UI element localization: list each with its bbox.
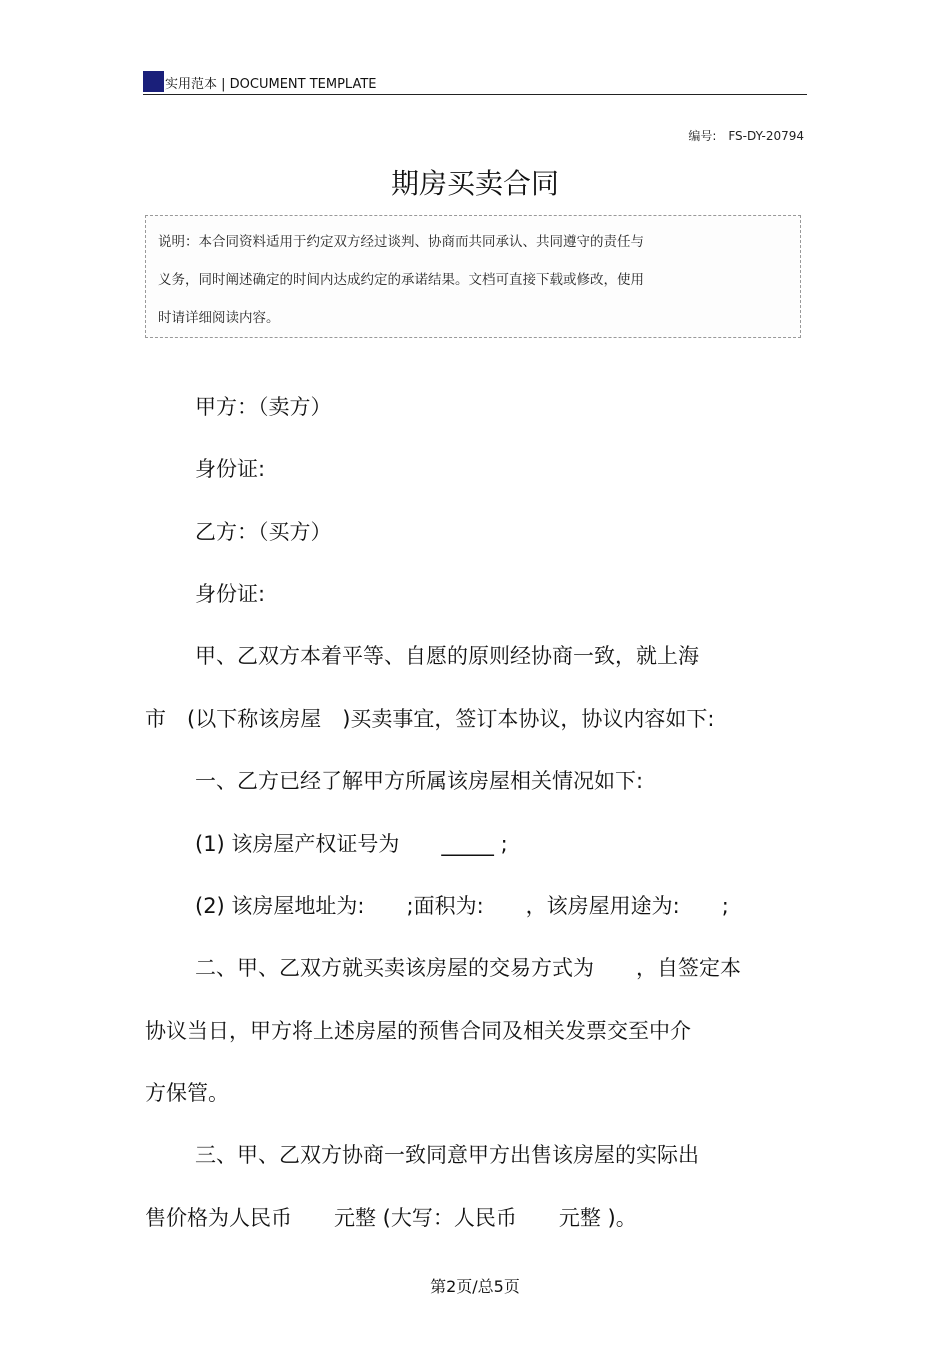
description-line: 义务，同时阐述确定的时间内达成约定的承诺结果。文档可直接下载或修改，使用 xyxy=(158,272,644,288)
description-box xyxy=(145,215,801,338)
party-b-id-line: 身份证: xyxy=(195,582,266,606)
document-number-value: FS-DY-20794 xyxy=(728,129,804,143)
paragraph-line: 甲、乙双方本着平等、自愿的原则经协商一致，就上海 xyxy=(195,644,699,668)
description-line: 说明：本合同资料适用于约定双方经过谈判、协商而共同承认、共同遵守的责任与 xyxy=(158,234,644,250)
party-b-line: 乙方：（买方） xyxy=(195,520,332,544)
header-text: 实用范本 | DOCUMENT TEMPLATE xyxy=(165,77,377,92)
clause-2-line: 二、甲、乙双方就买卖该房屋的交易方式为 ，自签定本 xyxy=(195,956,741,980)
clause-2-line: 方保管。 xyxy=(145,1081,229,1105)
clause-1-item-1: (1) 该房屋产权证号为 _____ ; xyxy=(195,832,508,856)
page-number: 第2页/总5页 xyxy=(430,1277,520,1296)
clause-1-item-2: (2) 该房屋地址为: ;面积为: ，该房屋用途为: ; xyxy=(195,894,729,918)
document-number-label: 编号: xyxy=(688,129,717,143)
clause-3-line: 售价格为人民币 元整 (大写：人民币 元整 )。 xyxy=(145,1206,637,1230)
description-line: 时请详细阅读内容。 xyxy=(158,310,280,326)
document-title: 期房买卖合同 xyxy=(390,167,559,200)
brand-square-icon xyxy=(143,71,164,92)
party-a-line: 甲方：（卖方） xyxy=(195,395,332,419)
party-a-id-line: 身份证: xyxy=(195,457,266,481)
document-number xyxy=(688,127,804,144)
clause-1-heading: 一、乙方已经了解甲方所属该房屋相关情况如下: xyxy=(195,769,644,793)
document-header xyxy=(143,70,807,95)
clause-2-line: 协议当日，甲方将上述房屋的预售合同及相关发票交至中介 xyxy=(145,1019,691,1043)
paragraph-line: 市 (以下称该房屋 )买卖事宜，签订本协议，协议内容如下: xyxy=(145,707,715,731)
clause-3-line: 三、甲、乙双方协商一致同意甲方出售该房屋的实际出 xyxy=(195,1143,699,1167)
